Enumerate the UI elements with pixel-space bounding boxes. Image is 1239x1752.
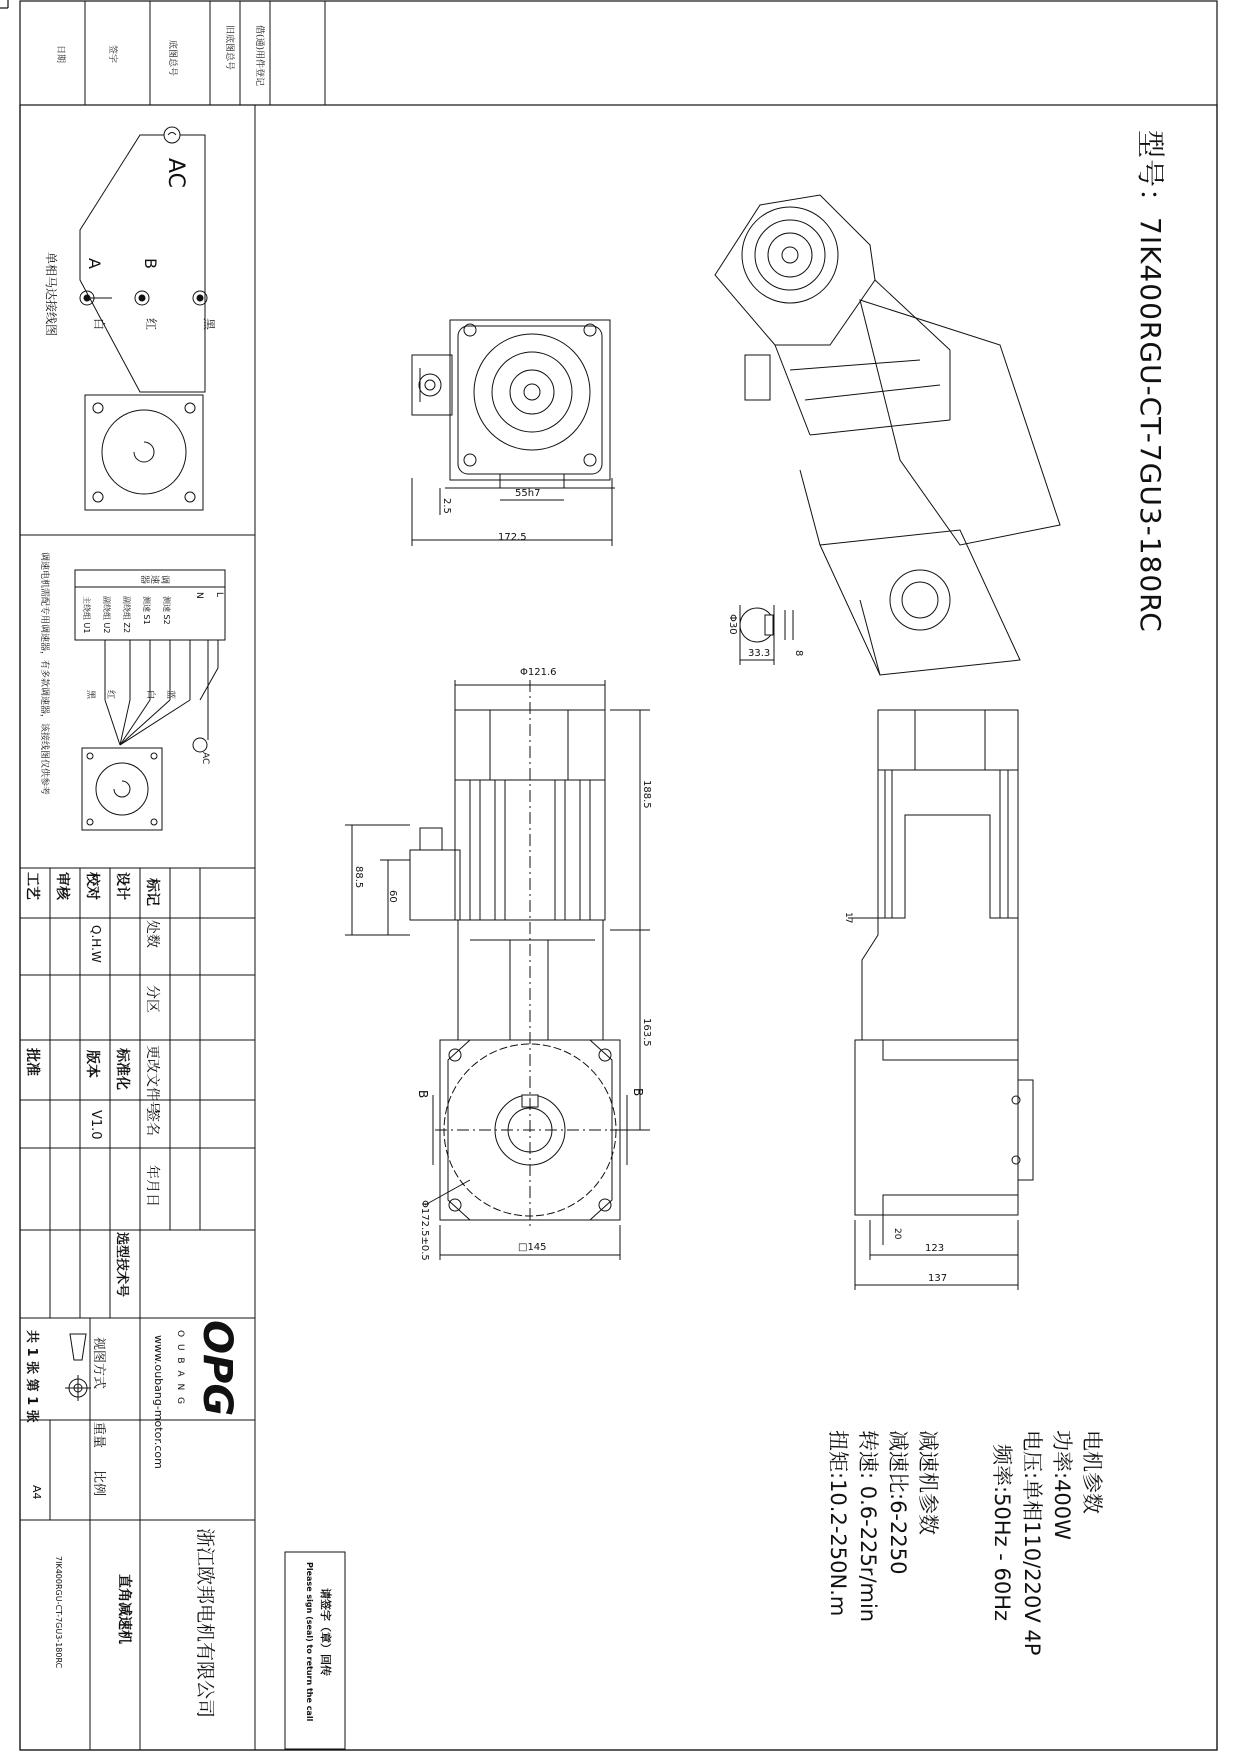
- dim-8: 8: [793, 650, 804, 657]
- s1-terminal: 测速 S1: [142, 596, 151, 625]
- dim-137: 137: [928, 1273, 948, 1284]
- company-website: www.oubang-motor.com: [152, 1335, 165, 1469]
- return-request-cn: 请签字（章）回传: [319, 1588, 332, 1676]
- voltage-spec: 电压:单相110/220V 4P: [1020, 1430, 1044, 1656]
- dim-33-3: 33.3: [748, 648, 771, 659]
- col-date: 年月日: [144, 1165, 160, 1207]
- ratio-spec: 减速比:6-2250: [886, 1430, 910, 1575]
- dim-2-5: 2.5: [441, 498, 452, 514]
- front-view: [345, 680, 650, 1260]
- z2-terminal: 副绕组 Z2: [122, 596, 131, 634]
- designer-initials: Q.H.W: [89, 925, 103, 963]
- top-strip-label: 签字: [107, 45, 117, 64]
- col-count: 处数: [144, 920, 160, 948]
- dim-17: 17: [843, 912, 853, 924]
- power-spec: 功率:400W: [1050, 1430, 1074, 1540]
- u1-terminal: 主绕组 U1: [82, 596, 91, 634]
- l-terminal: L: [214, 592, 224, 598]
- model-title: 型号：7IK400RGU-CT-7GU3-180RC: [1134, 130, 1167, 633]
- row-design: 设计: [114, 872, 130, 900]
- dim-188-5: 188.5: [641, 780, 652, 809]
- u2-terminal: 副绕组 U2: [102, 596, 111, 634]
- dim-60: 60: [387, 890, 398, 903]
- motor-params-heading: 电机参数: [1080, 1430, 1104, 1514]
- company-logo: OPG: [194, 1320, 240, 1417]
- version-label: 版本: [84, 1050, 100, 1078]
- paper-size: A4: [30, 1485, 43, 1500]
- dim-phi121-6: Φ121.6: [520, 667, 557, 678]
- standardization-label: 标准化: [114, 1048, 130, 1090]
- row-review: 审核: [54, 872, 70, 900]
- col-change-doc: 更改文件号: [144, 1045, 160, 1115]
- n-terminal: N: [194, 592, 204, 599]
- version-value: V1.0: [88, 1110, 103, 1140]
- s2-terminal: 测速 S2: [162, 596, 171, 625]
- product-name: 直角减速机: [116, 1574, 132, 1644]
- top-strip-label: 日期: [55, 45, 65, 64]
- dim-163-5: 163.5: [641, 1018, 652, 1047]
- wiring2-note: 调速电机需配专用调速器，有多款调速器，该接线图仅供参考: [39, 552, 49, 796]
- black-wire-label: 黑: [85, 690, 95, 700]
- controller-label: 器: [139, 575, 149, 585]
- reducer-params-heading: 减速机参数: [916, 1430, 940, 1535]
- blue-wire-label: 蓝: [165, 690, 175, 700]
- drawing-number: 7IK400RGU-CT-7GU3-180RC: [54, 1556, 63, 1669]
- dim-phi172-5: Φ172.5±0.5: [419, 1200, 430, 1261]
- torque-spec: 扭矩:10.2-250N.m: [826, 1430, 850, 1617]
- dim-123: 123: [925, 1243, 945, 1254]
- scale-label: 比例: [91, 1470, 106, 1497]
- side-view: [848, 710, 1033, 1290]
- isometric-view: [715, 195, 1060, 675]
- top-strip-label: 旧底图总号: [224, 25, 234, 71]
- controller-label: 速: [149, 575, 159, 585]
- dim-145: □145: [518, 1242, 547, 1253]
- white-wire-label: 白: [145, 690, 155, 700]
- dim-88-5: 88.5: [353, 866, 364, 889]
- top-strip-label: 借(通)用件登记: [254, 25, 264, 87]
- dim-55h7: 55h7: [515, 488, 541, 499]
- wiring1-title: 单相马达接线图: [44, 252, 58, 337]
- logo-subtitle: O U B A N G: [175, 1330, 185, 1407]
- row-mark: 标记: [144, 878, 160, 906]
- dim-172-5: 172.5: [498, 532, 527, 543]
- ac-label: AC: [200, 752, 210, 765]
- section-b-label: B: [631, 1088, 645, 1097]
- row-process: 工艺: [24, 872, 40, 900]
- dim-20: 20: [892, 1228, 902, 1240]
- red-wire-label: 红: [144, 318, 158, 331]
- white-wire-label: 白: [92, 318, 106, 331]
- col-signature: 签名: [144, 1108, 160, 1136]
- ac-label: AC: [163, 158, 188, 189]
- black-wire-label: 黑: [202, 318, 216, 331]
- approve-label: 批准: [24, 1048, 40, 1076]
- a-label: A: [85, 258, 104, 269]
- company-name: 浙江欧邦电机有限公司: [194, 1528, 216, 1719]
- speed-spec: 转速: 0.6-225r/min: [856, 1430, 880, 1623]
- b-label: B: [141, 258, 160, 269]
- top-strip-label: 底图总号: [167, 40, 177, 77]
- return-request-en: Please sign (seal) to return the call: [305, 1562, 314, 1722]
- selection-label: 选型技术号: [114, 1232, 129, 1298]
- title-block-grid: [20, 868, 345, 1750]
- controller-label: 调: [159, 575, 169, 585]
- frequency-spec: 频率:50Hz - 60Hz: [990, 1444, 1014, 1622]
- sheet-count: 共 1 张 第 1 张: [24, 1330, 39, 1423]
- row-check: 校对: [84, 872, 100, 900]
- dim-phi30: Φ30: [727, 614, 738, 635]
- section-b-label: B: [416, 1090, 430, 1099]
- weight-label: 重量: [91, 1422, 106, 1449]
- col-zone: 分区: [144, 985, 160, 1013]
- projection-symbol-icon: [65, 1334, 91, 1401]
- red-wire-label: 红: [105, 690, 115, 700]
- projection-label: 视图方式: [91, 1337, 106, 1390]
